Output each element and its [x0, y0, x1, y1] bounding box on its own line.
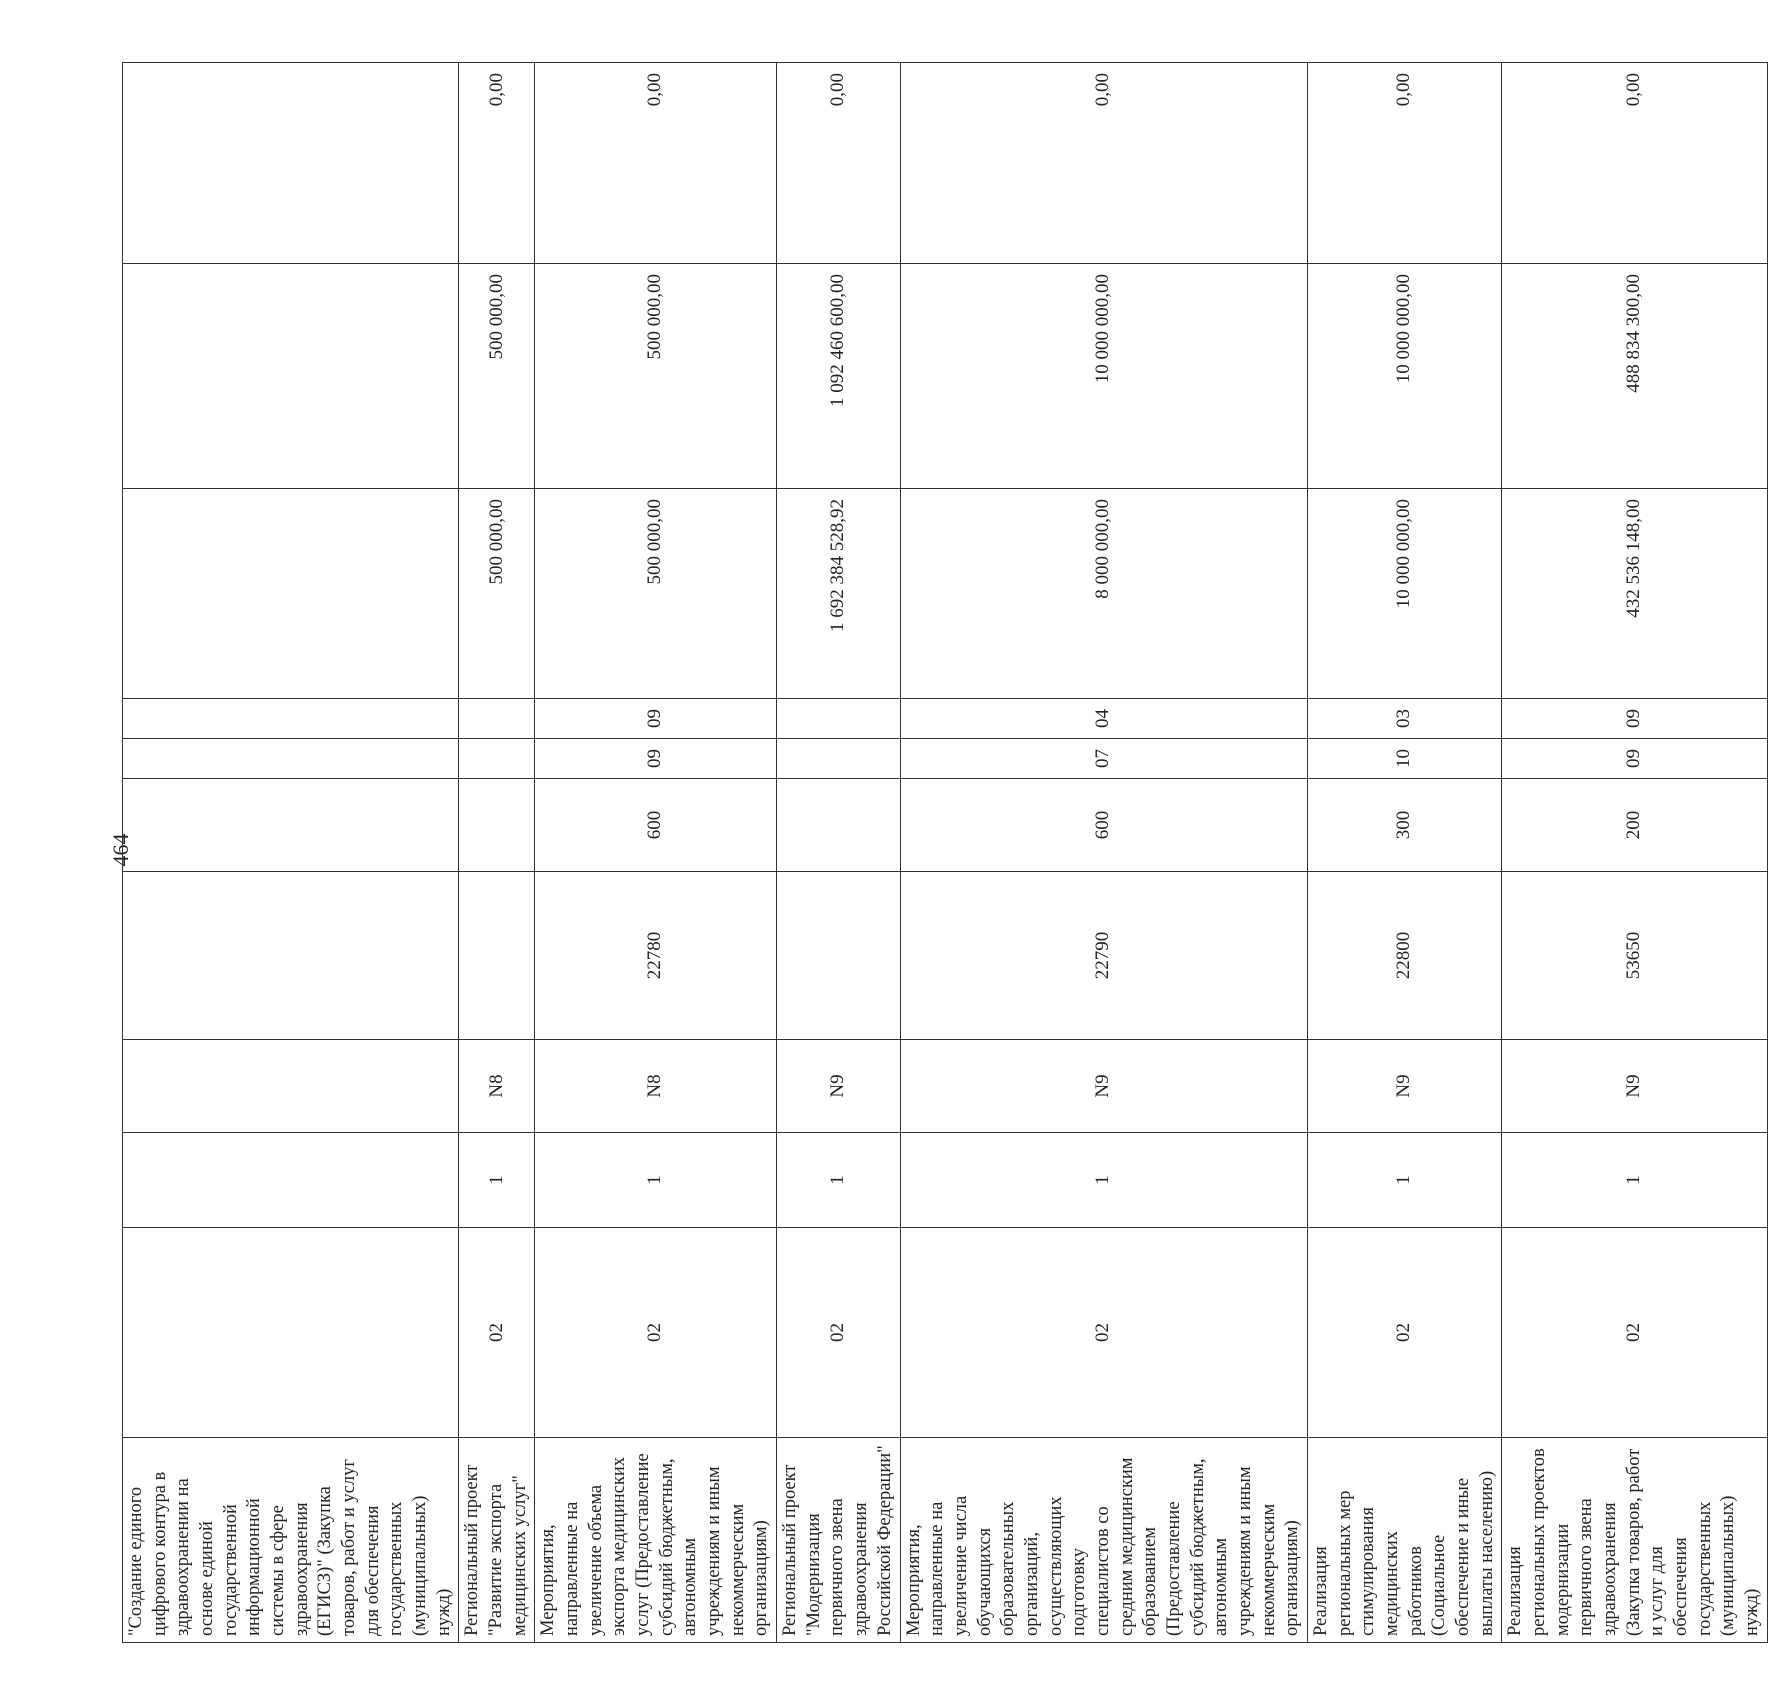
cell-program: 02 — [459, 1228, 535, 1438]
cell-subprogram: 1 — [1307, 1133, 1501, 1228]
cell-direction: 22790 — [900, 872, 1307, 1040]
cell-subprogram: 1 — [777, 1133, 900, 1228]
cell-subsection — [459, 699, 535, 739]
cell-section: 10 — [1307, 739, 1501, 779]
cell-program: 02 — [1502, 1228, 1767, 1438]
cell-section — [123, 739, 459, 779]
cell-program: 02 — [777, 1228, 900, 1438]
cell-subprogram: 1 — [535, 1133, 777, 1228]
cell-project: N8 — [459, 1040, 535, 1133]
cell-amount-2: 488 834 300,00 — [1502, 264, 1767, 489]
cell-direction — [777, 872, 900, 1040]
cell-section: 09 — [535, 739, 777, 779]
cell-direction: 53650 — [1502, 872, 1767, 1040]
cell-amount-2: 10 000 000,00 — [900, 264, 1307, 489]
cell-subsection: 03 — [1307, 699, 1501, 739]
table-row — [123, 63, 459, 1643]
cell-amount-1: 500 000,00 — [535, 489, 777, 699]
cell-program — [123, 1228, 459, 1438]
cell-direction — [123, 872, 459, 1040]
cell-expense-type — [459, 779, 535, 872]
cell-subsection: 04 — [900, 699, 1307, 739]
table-row — [459, 63, 535, 1643]
cell-subsection — [777, 699, 900, 739]
cell-amount-2: 10 000 000,00 — [1307, 264, 1501, 489]
cell-program: 02 — [535, 1228, 777, 1438]
cell-amount-3: 0,00 — [777, 63, 900, 264]
cell-expense-type: 600 — [535, 779, 777, 872]
cell-project: N9 — [777, 1040, 900, 1133]
cell-subsection: 09 — [1502, 699, 1767, 739]
cell-project — [123, 1040, 459, 1133]
cell-subsection — [123, 699, 459, 739]
cell-amount-1: 1 692 384 528,92 — [777, 489, 900, 699]
budget-table-rotated — [122, 63, 1763, 1643]
cell-amount-3: 0,00 — [900, 63, 1307, 264]
cell-amount-3: 0,00 — [459, 63, 535, 264]
cell-project: N9 — [1502, 1040, 1767, 1133]
row-name: Региональный проект "Развитие экспорта медицинских услуг" — [459, 1438, 535, 1643]
cell-section: 09 — [1502, 739, 1767, 779]
cell-project: N9 — [900, 1040, 1307, 1133]
cell-expense-type: 300 — [1307, 779, 1501, 872]
cell-amount-2 — [123, 264, 459, 489]
cell-amount-3: 0,00 — [1307, 63, 1501, 264]
budget-table-frame — [122, 63, 1763, 1643]
table-row — [1307, 63, 1501, 1643]
row-name: Мероприятия, направленные на увеличение объема экспорта медицинских услуг (Предоставление субсидий бюджетным, автономным учреждениям и иным некоммерческим организациям) — [535, 1438, 777, 1643]
cell-expense-type: 600 — [900, 779, 1307, 872]
cell-project: N9 — [1307, 1040, 1501, 1133]
cell-amount-2: 1 092 460 600,00 — [777, 264, 900, 489]
row-name: Региональный проект "Модернизация первичного звена здравоохранения Российской Федерации" — [777, 1438, 900, 1643]
cell-section: 07 — [900, 739, 1307, 779]
table-row — [535, 63, 777, 1643]
row-name: Реализация региональных мер стимулирования медицинских работников (Социальное обеспечение и иные выплаты населению) — [1307, 1438, 1501, 1643]
cell-direction: 22800 — [1307, 872, 1501, 1040]
cell-amount-3: 0,00 — [535, 63, 777, 264]
page-number: 464 — [108, 833, 133, 867]
cell-amount-1: 432 536 148,00 — [1502, 489, 1767, 699]
row-name: Реализация региональных проектов модернизации первичного звена здравоохранения (Закупка товаров, работ и услуг для обеспечения государственных (муниципальных) нужд) — [1502, 1438, 1767, 1643]
cell-expense-type — [123, 779, 459, 872]
cell-section — [777, 739, 900, 779]
cell-program: 02 — [900, 1228, 1307, 1438]
budget-table — [122, 62, 1768, 1643]
cell-subsection: 09 — [535, 699, 777, 739]
cell-amount-1: 500 000,00 — [459, 489, 535, 699]
cell-direction — [459, 872, 535, 1040]
cell-amount-1 — [123, 489, 459, 699]
cell-expense-type: 200 — [1502, 779, 1767, 872]
cell-subprogram: 1 — [1502, 1133, 1767, 1228]
cell-direction: 22780 — [535, 872, 777, 1040]
cell-amount-2: 500 000,00 — [459, 264, 535, 489]
table-row — [900, 63, 1307, 1643]
table-row — [777, 63, 900, 1643]
row-name: "Создание единого цифрового контура в здравоохранении на основе единой государственной информационной системы в сфере здравоохранения (ЕГИСЗ)" (Закупка товаров, работ и услуг для обеспечения государственных (муниципальных) нужд) — [123, 1438, 459, 1643]
cell-amount-1: 8 000 000,00 — [900, 489, 1307, 699]
cell-amount-2: 500 000,00 — [535, 264, 777, 489]
cell-expense-type — [777, 779, 900, 872]
cell-amount-3 — [123, 63, 459, 264]
cell-amount-3: 0,00 — [1502, 63, 1767, 264]
cell-project: N8 — [535, 1040, 777, 1133]
cell-program: 02 — [1307, 1228, 1501, 1438]
cell-amount-1: 10 000 000,00 — [1307, 489, 1501, 699]
cell-section — [459, 739, 535, 779]
cell-subprogram — [123, 1133, 459, 1228]
table-row — [1502, 63, 1767, 1643]
row-name: Мероприятия, направленные на увеличение числа обучающихся образовательных организаций, осуществляющих подготовку специалистов со средним медицинским образованием (Предоставление субсидий бюджетным, автономным учреждениям и иным некоммерческим организациям) — [900, 1438, 1307, 1643]
cell-subprogram: 1 — [900, 1133, 1307, 1228]
cell-subprogram: 1 — [459, 1133, 535, 1228]
